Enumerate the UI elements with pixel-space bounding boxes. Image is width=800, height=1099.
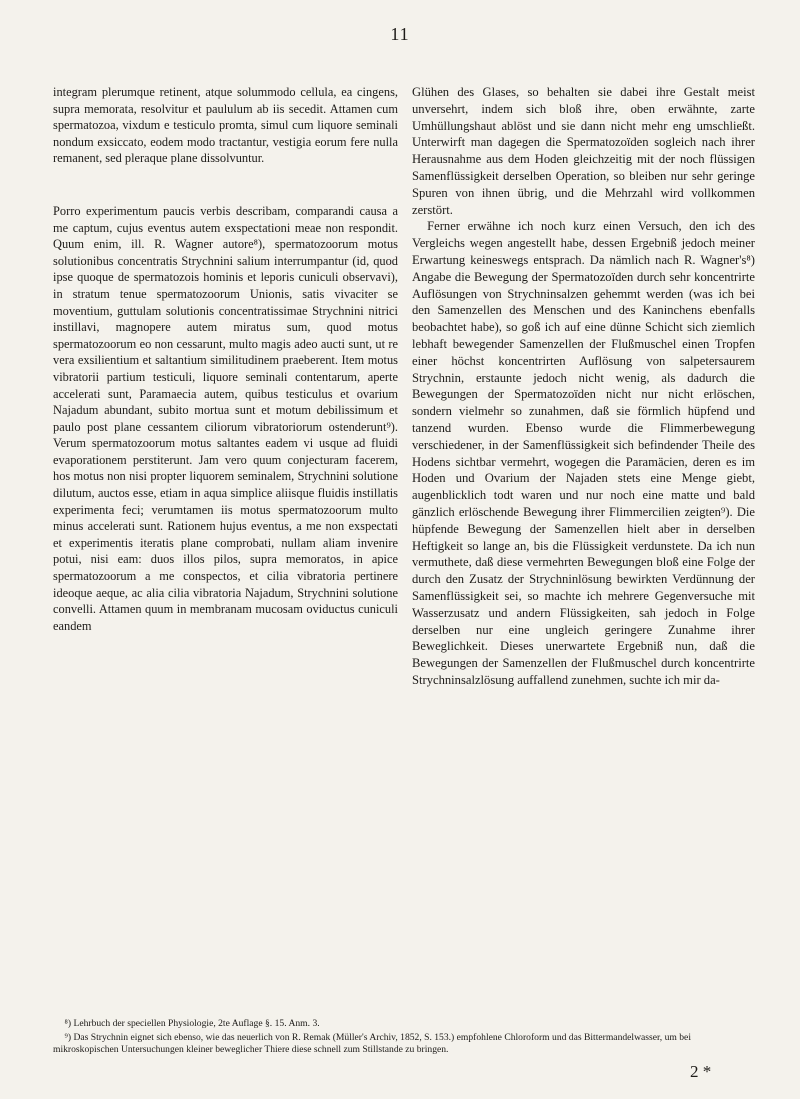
- right-column-german: [412, 84, 755, 689]
- page-number: 11: [390, 24, 410, 44]
- latin-paragraph-2: Porro experimentum paucis verbis describam, comparandi causa a me captum, cujus eventus autem exspectationi meae non respondit. Quum enim, ill. R. Wagner autore⁸), spermatozoorum motus solutionibus concentratis Strychnini salium interrumpantur (id, quod ipse quoque de spermatozois hominis et leporis cuniculi observavi), in stratum tenue spermatozoorum Unionis, satis vivaciter se moventium, guttulam solutionis concentratissimae Strychnini nitrici instillavi, magnopere autem miratus sum, quod motus spermatozoorum eo non cessarunt, multo magis adeo aucti sunt, ut re vera exsilientium et saltantium similitudinem praeberent. Item motus vibratorii partium testiculi, liquore seminali contentarum, aperte accelerati sunt, Paramaecia autem, quibus testiculus et ovarium Najadum abundant, subito mortua sunt et motum debilissimum et paulo post plane cessantem ciliorum vibratoriorum ostenderunt⁹). Verum spermatozoorum motus saltantes eadem vi usque ad fluidi evaporationem perstiterunt. Jam vero quum conjecturam facerem, hos motus non nisi propter liquorem seminalem, Strychnini solutione dilutum, auctos esse, etiam in aqua simplice aliisque fluidis instillatis experimenta feci; verumtamen iis motus spermatozoorum multo minus accelerati sunt. Rationem hujus eventus, a me non exspectati et experimentis iteratis plane comprobati, nullam aliam invenire potui, nisi eam: duos illos pilos, supra memoratos, in apice spermatozoorum a me conspectos, et cilia vibratoria pertinere ideoque aeque, ac alia cilia vibratoria Najadum, Strychnini solutione convelli. Attamen quum in membranam mucosam oviductus cuniculi eandem: [53, 203, 398, 633]
- sheet-signature-mark: 2 *: [690, 1062, 712, 1081]
- footnotes: [53, 1018, 753, 1058]
- latin-paragraph-1: integram plerumque retinent, atque solummodo cellula, ea cingens, supra memorata, resolvitur et paululum ab iis secedit. Attamen cum spermatozoa, vixdum e testiculo promta, simul cum liquore seminali nondum exsiccato, eodem modo tractantur, vestigia eorum fere nulla remanent, sed pleraque plane dissolvuntur.: [53, 85, 398, 166]
- footnote-9: ⁹) Das Strychnin eignet sich ebenso, wie das neuerlich von R. Remak (Müller's Archiv, 1852, S. 153.) empfohlene Chloroform und das Bittermandelwasser, um bei mikroskopischen Untersuchungen kleiner beweglicher Thiere diese schnell zum Stillstande zu bringen.: [53, 1032, 691, 1055]
- footnote-8: ⁸) Lehrbuch der speciellen Physiologie, 2te Auflage §. 15. Anm. 3.: [64, 1018, 320, 1029]
- german-paragraph-1: Glühen des Glases, so behalten sie dabei ihre Gestalt meist unversehrt, indem sich bloß ihre, oben erwähnte, zarte Umhüllungshaut ablöst und sie dann nicht mehr eng umschließt. Unterwirft man dagegen die Spermatozoïden sogleich nach ihrer Herausnahme aus dem Hoden gleichzeitig mit der noch flüssigen Samenflüssigkeit derselben Operation, so bleiben nur sehr geringe Spuren von ihnen übrig, und die Mehrzahl wird vollkommen zerstört.: [412, 85, 755, 217]
- german-paragraph-2: Ferner erwähne ich noch kurz einen Versuch, den ich des Vergleichs wegen angestellt habe, dessen Ergebniß jedoch meiner Erwartung keineswegs entsprach. Da nämlich nach R. Wagner's⁸) Angabe die Bewegung der Spermatozoïden durch sehr koncentrirte Auflösungen von Strychninsalzen gehemmt werden (was ich bei den Samenzellen des Menschen und des Kaninchens ebenfalls beobachtet habe), so goß ich auf eine dünne Schicht sich ziemlich lebhaft bewegender Samenzellen der Flußmuschel einen Tropfen einer höchst koncentrirten Auflösung von salpetersaurem Strychnin, erstaunte jedoch nicht wenig, als dadurch die Bewegungen der Spermatozoïden nicht nur nicht erlöschen, sondern vielmehr so zunahmen, daß sie förmlich hüpfend und tanzend wurden. Ebenso wurde die Flimmerbewegung verschiedener, in der Samenflüssigkeit sich befindender Theile des Hodens sichtbar vermehrt, wogegen die Paramäcien, deren es im Hoden und Ovarium der Najaden stets eine Menge giebt, augenblicklich todt waren und nur noch eine matte und bald gänzlich erlöschende Bewegung ihrer Flimmercilien zeigten⁹). Die hüpfende Bewegung der Samenzellen hielt aber in derselben Heftigkeit so lange an, bis die Flüssigkeit verdunstete. Da ich nun vermuthete, daß diese vermehrten Bewegungen bloß eine Folge der durch den Zusatz der Strychninlösung bewirkten Verdünnung der Samenflüssigkeit sei, so machte ich mehrere Gegenversuche mit Wasserzusatz und andern Flüssigkeiten, sah jedoch in Folge derselben nur eine ungleich geringere Zunahme ihrer Beweglichkeit. Dieses unerwartete Ergebniß nun, daß die Bewegungen der Samenzellen der Flußmuschel durch koncentrirte Strychninsalzlösung auffallend zunehmen, suchte ich mir da-: [412, 219, 755, 687]
- left-column-latin: [53, 84, 398, 634]
